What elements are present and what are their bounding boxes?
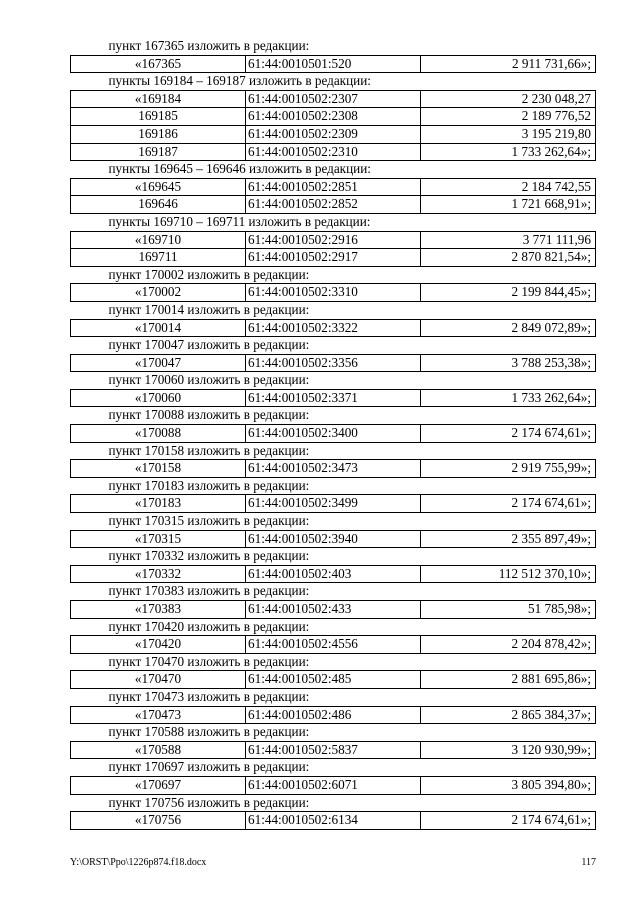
cadastral-value: 51 785,98»; [421, 601, 596, 619]
cadastral-value: 2 184 742,55 [421, 178, 596, 196]
amendment-caption: пункт 170588 изложить в редакции: [108, 724, 310, 740]
item-number: «170060 [71, 389, 246, 407]
item-number: «170158 [71, 460, 246, 478]
table-row [71, 55, 596, 73]
caption-row [71, 407, 596, 425]
cadastral-number: 61:44:0010501:520 [246, 55, 421, 73]
item-number: «169184 [71, 90, 246, 108]
amendment-caption: пункт 170158 изложить в редакции: [108, 442, 310, 458]
cadastral-value: 2 174 674,61»; [421, 812, 596, 830]
table-row [71, 284, 596, 302]
cadastral-number: 61:44:0010502:3356 [246, 354, 421, 372]
item-number: «170088 [71, 425, 246, 443]
caption-row [71, 477, 596, 495]
caption-row [71, 724, 596, 742]
amendment-caption: пункт 170088 изложить в редакции: [108, 407, 310, 423]
cadastral-number: 61:44:0010502:485 [246, 671, 421, 689]
caption-row [71, 73, 596, 91]
table-row [71, 389, 596, 407]
cadastral-number: 61:44:0010502:486 [246, 706, 421, 724]
table-row [71, 354, 596, 372]
caption-row [71, 337, 596, 355]
cadastral-value: 2 230 048,27 [421, 90, 596, 108]
cadastral-value: 2 204 878,42»; [421, 636, 596, 654]
table-row [71, 565, 596, 583]
amendment-caption: пункт 170756 изложить в редакции: [108, 794, 310, 810]
caption-row [71, 513, 596, 531]
item-number: 169711 [71, 249, 246, 267]
item-number: 169187 [71, 143, 246, 161]
table-row [71, 460, 596, 478]
table-row [71, 108, 596, 126]
cadastral-value: 3 805 394,80»; [421, 776, 596, 794]
amendment-caption: пункт 170183 изложить в редакции: [108, 477, 310, 493]
item-number: «170047 [71, 354, 246, 372]
cadastral-number: 61:44:0010502:2307 [246, 90, 421, 108]
caption-row [71, 161, 596, 179]
cadastral-number: 61:44:0010502:403 [246, 565, 421, 583]
item-number: «170315 [71, 530, 246, 548]
cadastral-value: 3 195 219,80 [421, 125, 596, 143]
amendment-caption: пункты 169710 – 169711 изложить в редакции: [108, 213, 371, 229]
cadastral-number: 61:44:0010502:3371 [246, 389, 421, 407]
cadastral-number: 61:44:0010502:2917 [246, 249, 421, 267]
amendment-caption: пункт 170332 изложить в редакции: [108, 548, 310, 564]
cadastral-value: 2 919 755,99»; [421, 460, 596, 478]
amendment-caption: пункт 170697 изложить в редакции: [108, 759, 310, 775]
cadastral-number: 61:44:0010502:2309 [246, 125, 421, 143]
item-number: «169710 [71, 231, 246, 249]
cadastral-value: 1 721 668,91»; [421, 196, 596, 214]
table-row [71, 601, 596, 619]
item-number: «170183 [71, 495, 246, 513]
caption-row [71, 759, 596, 777]
cadastral-number: 61:44:0010502:6071 [246, 776, 421, 794]
amendment-caption: пункт 170470 изложить в редакции: [108, 653, 310, 669]
item-number: «170756 [71, 812, 246, 830]
amendment-caption: пункт 170383 изложить в редакции: [108, 583, 310, 599]
cadastral-value: 2 865 384,37»; [421, 706, 596, 724]
item-number: «169645 [71, 178, 246, 196]
cadastral-value: 2 174 674,61»; [421, 495, 596, 513]
caption-row [71, 583, 596, 601]
item-number: «170383 [71, 601, 246, 619]
caption-row [71, 38, 596, 55]
cadastral-number: 61:44:0010502:3499 [246, 495, 421, 513]
table-row [71, 706, 596, 724]
table-row [71, 741, 596, 759]
item-number: «170332 [71, 565, 246, 583]
amendment-caption: пункты 169645 – 169646 изложить в редакции: [108, 161, 371, 177]
cadastral-number: 61:44:0010502:2851 [246, 178, 421, 196]
item-number: «170014 [71, 319, 246, 337]
cadastral-value: 3 120 930,99»; [421, 741, 596, 759]
item-number: «170470 [71, 671, 246, 689]
cadastral-value: 2 199 844,45»; [421, 284, 596, 302]
cadastral-value: 2 911 731,66»; [421, 55, 596, 73]
item-number: 169185 [71, 108, 246, 126]
amendments-table-body [71, 38, 596, 829]
table-row [71, 143, 596, 161]
caption-row [71, 301, 596, 319]
amendment-caption: пункт 170473 изложить в редакции: [108, 688, 310, 704]
item-number: «170473 [71, 706, 246, 724]
item-number: «170588 [71, 741, 246, 759]
cadastral-number: 61:44:0010502:3473 [246, 460, 421, 478]
cadastral-number: 61:44:0010502:2308 [246, 108, 421, 126]
cadastral-number: 61:44:0010502:3322 [246, 319, 421, 337]
amendment-caption: пункт 170060 изложить в редакции: [108, 372, 310, 388]
caption-row [71, 688, 596, 706]
cadastral-number: 61:44:0010502:3940 [246, 530, 421, 548]
table-row [71, 319, 596, 337]
cadastral-value: 2 189 776,52 [421, 108, 596, 126]
cadastral-value: 1 733 262,64»; [421, 389, 596, 407]
cadastral-value: 2 355 897,49»; [421, 530, 596, 548]
amendment-caption: пункт 170002 изложить в редакции: [108, 266, 310, 282]
table-row [71, 196, 596, 214]
cadastral-number: 61:44:0010502:3400 [246, 425, 421, 443]
item-number: «167365 [71, 55, 246, 73]
table-row [71, 125, 596, 143]
cadastral-value: 2 849 072,89»; [421, 319, 596, 337]
page-number: 117 [581, 857, 596, 868]
table-row [71, 812, 596, 830]
cadastral-number: 61:44:0010502:433 [246, 601, 421, 619]
amendments-table [70, 38, 596, 830]
item-number: «170697 [71, 776, 246, 794]
cadastral-number: 61:44:0010502:4556 [246, 636, 421, 654]
cadastral-value: 112 512 370,10»; [421, 565, 596, 583]
table-row [71, 776, 596, 794]
amendment-caption: пункт 170014 изложить в редакции: [108, 301, 310, 317]
cadastral-number: 61:44:0010502:2310 [246, 143, 421, 161]
cadastral-value: 3 788 253,38»; [421, 354, 596, 372]
table-row [71, 425, 596, 443]
cadastral-value: 2 174 674,61»; [421, 425, 596, 443]
item-number: 169646 [71, 196, 246, 214]
caption-row [71, 266, 596, 284]
amendment-caption: пункт 167365 изложить в редакции: [108, 38, 310, 53]
caption-row [71, 794, 596, 812]
table-row [71, 178, 596, 196]
item-number: 169186 [71, 125, 246, 143]
table-row [71, 495, 596, 513]
table-row [71, 636, 596, 654]
file-path: Y:\ORST\Ppo\1226p874.f18.docx [70, 857, 207, 868]
document-page [70, 38, 596, 830]
amendment-caption: пункт 170047 изложить в редакции: [108, 337, 310, 353]
cadastral-value: 3 771 111,96 [421, 231, 596, 249]
cadastral-value: 2 881 695,86»; [421, 671, 596, 689]
cadastral-value: 1 733 262,64»; [421, 143, 596, 161]
cadastral-number: 61:44:0010502:3310 [246, 284, 421, 302]
caption-row [71, 548, 596, 566]
table-row [71, 530, 596, 548]
cadastral-number: 61:44:0010502:2916 [246, 231, 421, 249]
table-row [71, 231, 596, 249]
caption-row [71, 653, 596, 671]
amendment-caption: пункт 170315 изложить в редакции: [108, 513, 310, 529]
caption-row [71, 372, 596, 390]
item-number: «170002 [71, 284, 246, 302]
table-row [71, 671, 596, 689]
amendment-caption: пункт 170420 изложить в редакции: [108, 618, 310, 634]
cadastral-value: 2 870 821,54»; [421, 249, 596, 267]
caption-row [71, 442, 596, 460]
table-row [71, 249, 596, 267]
caption-row [71, 213, 596, 231]
amendment-caption: пункты 169184 – 169187 изложить в редакции: [108, 73, 371, 89]
cadastral-number: 61:44:0010502:2852 [246, 196, 421, 214]
cadastral-number: 61:44:0010502:6134 [246, 812, 421, 830]
caption-row [71, 618, 596, 636]
cadastral-number: 61:44:0010502:5837 [246, 741, 421, 759]
table-row [71, 90, 596, 108]
item-number: «170420 [71, 636, 246, 654]
